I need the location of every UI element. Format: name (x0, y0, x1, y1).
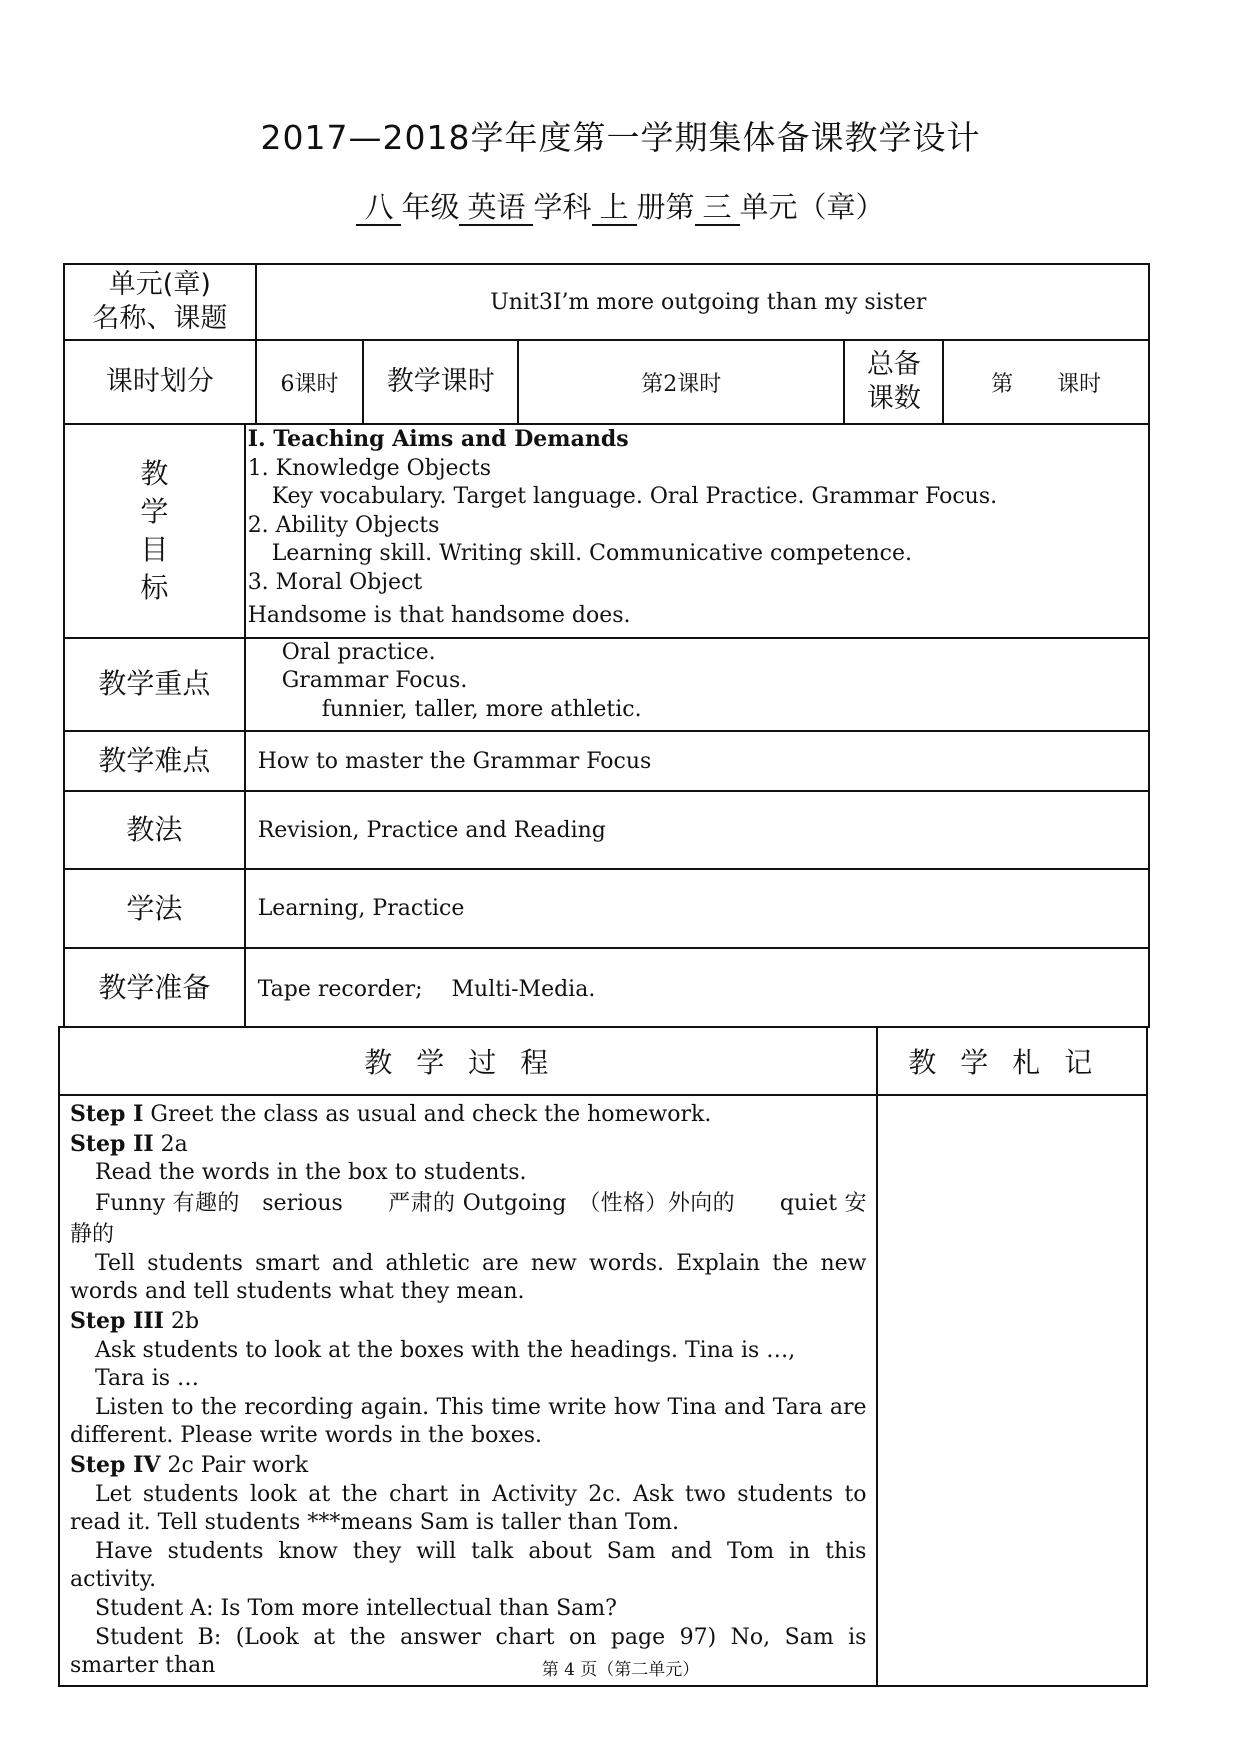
teaching-method-label: 教法 (64, 791, 245, 869)
volume-label: 册第 (636, 190, 695, 224)
total-periods-label: 总备 课数 (844, 340, 943, 424)
step-2: Step II 2a (70, 1130, 188, 1157)
ability-text: Learning skill. Writing skill. Communicative competence. (271, 541, 912, 566)
process-header: 教学过程 (59, 1027, 877, 1095)
key-points-content (245, 638, 1149, 732)
step-1: Step I Greet the class as usual and check the homework. (70, 1101, 712, 1127)
page-subtitle (0, 190, 1241, 226)
teaching-method-text: Revision, Practice and Reading (245, 791, 1149, 869)
lesson-info-table (63, 263, 1150, 1028)
step-3: Step III 2b (70, 1307, 200, 1334)
unit-name-label: 单元(章) 名称、课题 (64, 264, 256, 340)
teaching-aims-content (245, 424, 1149, 638)
key-points-label: 教学重点 (64, 638, 245, 732)
step-2-vocab: Funny 有趣的 serious 严肃的 Outgoing （性格）外向的 quiet 安静的 (70, 1190, 867, 1247)
knowledge-text: Key vocabulary. Target language. Oral Practice. Grammar Focus. (271, 484, 998, 509)
subject-label: 学科 (533, 190, 592, 224)
step-4-line-1: Let students look at the chart in Activity 2c. Ask two students to read it. Tell students ***means Sam is taller than Tom. (70, 1481, 867, 1536)
teaching-period-value: 第2课时 (518, 340, 844, 424)
preparation-text: Tape recorder; Multi-Media. (245, 948, 1149, 1027)
moral-title: 3. Moral Object (247, 569, 423, 595)
process-content (59, 1095, 877, 1686)
period-division-value: 6课时 (256, 340, 364, 424)
difficult-points-label: 教学难点 (64, 731, 245, 791)
knowledge-title: 1. Knowledge Objects (247, 455, 491, 481)
aims-heading: I. Teaching Aims and Demands (247, 426, 629, 452)
step-3-line-3: Listen to the recording again. This time write how Tina and Tara are different. Please write words in the boxes. (70, 1394, 867, 1449)
period-division-label: 课时划分 (64, 340, 256, 424)
study-method-text: Learning, Practice (245, 869, 1149, 948)
page-footer: 第 4 页（第二单元） (541, 1660, 700, 1680)
unit-label: 单元（章） (739, 190, 885, 224)
notes-cell (877, 1095, 1147, 1686)
total-periods-value: 第 课时 (943, 340, 1149, 424)
ability-title: 2. Ability Objects (247, 512, 440, 538)
step-4-line-3: Student A: Is Tom more intellectual than Sam? (95, 1595, 617, 1621)
step-2-line-1: Read the words in the box to students. (95, 1160, 527, 1186)
step-3-line-1: Ask students to look at the boxes with the headings. Tina is …, (95, 1337, 796, 1363)
unit-title: Unit3I’m more outgoing than my sister (256, 264, 1149, 340)
step-4-line-4: Student B: (Look at the answer chart on page 97) No, Sam is smarter than (70, 1624, 867, 1679)
study-method-label: 学法 (64, 869, 245, 948)
grade-value: 八 (356, 190, 401, 226)
step-4-line-2: Have students know they will talk about Sam and Tom in this activity. (70, 1538, 867, 1593)
key-point-1: Oral practice. (281, 639, 436, 665)
grade-label: 年级 (401, 190, 460, 224)
teaching-aims-label: 教 学 目 标 (64, 424, 245, 638)
key-point-3: funnier, taller, more athletic. (321, 696, 642, 722)
step-3-line-2: Tara is … (95, 1366, 200, 1392)
step-4: Step IV 2c Pair work (70, 1451, 309, 1478)
key-point-2: Grammar Focus. (281, 668, 468, 693)
volume-value: 上 (592, 190, 637, 226)
unit-value: 三 (695, 190, 740, 226)
difficult-points-text: How to master the Grammar Focus (245, 731, 1149, 791)
step-2-line-3: Tell students smart and athletic are new words. Explain the new words and tell students what they mean. (70, 1250, 867, 1305)
moral-text: Handsome is that handsome does. (247, 603, 631, 628)
teaching-process-table (58, 1026, 1148, 1687)
teaching-period-label: 教学课时 (363, 340, 518, 424)
page-title: 2017—2018学年度第一学期集体备课教学设计 (260, 118, 981, 157)
subject-value: 英语 (459, 190, 533, 226)
notes-header: 教学札记 (877, 1027, 1147, 1095)
preparation-label: 教学准备 (64, 948, 245, 1027)
